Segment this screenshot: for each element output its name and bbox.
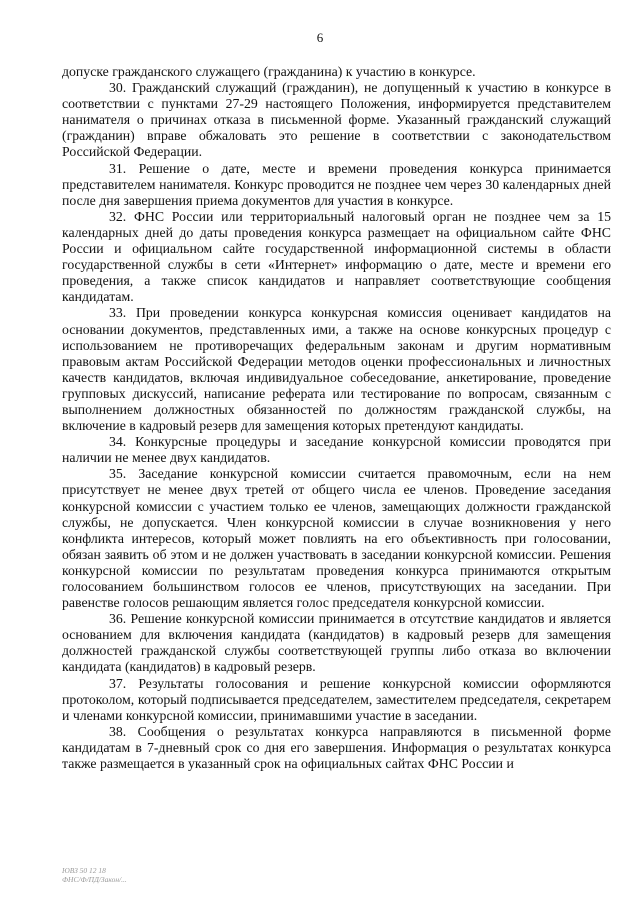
- paragraph-35: 35. Заседание конкурсной комиссии считается правомочным, если на нем присутствует не менее двух третей от общего числа ее членов. Проведение заседания конкурсной комиссии с участием только ее членов, замещающих должности гражданской службы, не допускается. Член конкурсной комиссии в случае возникновения у него конфликта интересов, который может повлиять на его объективность при голосовании, обязан заявить об этом и не должен участвовать в заседании конкурсной комиссии. Решения конкурсной комиссии по результатам проведения конкурса принимаются открытым голосованием большинством голосов ее членов, присутствующих на заседании. При равенстве голосов решающим является голос председателя конкурсной комиссии.: [62, 466, 611, 611]
- paragraph-37: 37. Результаты голосования и решение конкурсной комиссии оформляются протоколом, который подписывается председателем, заместителем председателя, секретарем и членами конкурсной комиссии, принимавшими участие в заседании.: [62, 675, 611, 723]
- paragraph-continuation: допуске гражданского служащего (гражданина) к участию в конкурсе.: [62, 64, 476, 79]
- paragraph-32: 32. ФНС России или территориальный налоговый орган не позднее чем за 15 календарных дней до даты проведения конкурса размещает на официальном сайте ФНС России и официальном сайте государственной информационной системы в области государственной службы в сети «Интернет» информацию о дате, месте и времени его проведения, а также список кандидатов и направляет соответствующие сообщения кандидатам.: [62, 208, 611, 305]
- footer-line: ЮВЗ 50 12 18: [62, 866, 106, 875]
- paragraph-34: 34. Конкурсные процедуры и заседание конкурсной комиссии проводятся при наличии не менее двух кандидатов.: [62, 434, 611, 466]
- paragraph-31: 31. Решение о дате, месте и времени проведения конкурса принимается представителем нанимателя. Конкурс проводится не позднее чем через 30 календарных дней после дня завершения приема документов для участия в конкурсе.: [62, 160, 611, 208]
- paragraph-33: 33. При проведении конкурса конкурсная комиссия оценивает кандидатов на основании документов, представленных ими, а также на основе конкурсных процедур с использованием не противоречащих федеральным законам и другим нормативным правовым актам Российской Федерации методов оценки профессиональных и личностных качеств кандидатов, включая индивидуальное собеседование, анкетирование, проведение групповых дискуссий, написание реферата или тестирование по вопросам, связанным с выполнением должностных обязанностей по должностям гражданской службы, на включение в кадровый резерв для замещения которых претендуют кандидаты.: [62, 305, 611, 434]
- paragraph-30: 30. Гражданский служащий (гражданин), не допущенный к участию в конкурсе в соответствии с пунктами 27-29 настоящего Положения, информируется представителем нанимателя о причинах отказа в письменной форме. Указанный гражданский служащий (гражданин) вправе обжаловать это решение в соответствии с законодательством Российской Федерации.: [62, 80, 611, 160]
- footer-stamp: [62, 866, 127, 884]
- paragraph-36: 36. Решение конкурсной комиссии принимается в отсутствие кандидатов и является основанием для включения кандидата (кандидатов) в кадровый резерв для замещения должностей гражданской службы соответствующей группы либо отказа во включении кандидата (кандидатов) в кадровый резерв.: [62, 611, 611, 675]
- footer-line: ФНС/Ф/ПД/Закон/...: [62, 875, 127, 884]
- document-body: [62, 64, 611, 772]
- page-number: 6: [316, 30, 324, 45]
- paragraph-38: 38. Сообщения о результатах конкурса направляются в письменной форме кандидатам в 7-дневный срок со дня его завершения. Информация о результатах конкурса также размещается в указанный срок на официальных сайтах ФНС России и: [62, 723, 611, 772]
